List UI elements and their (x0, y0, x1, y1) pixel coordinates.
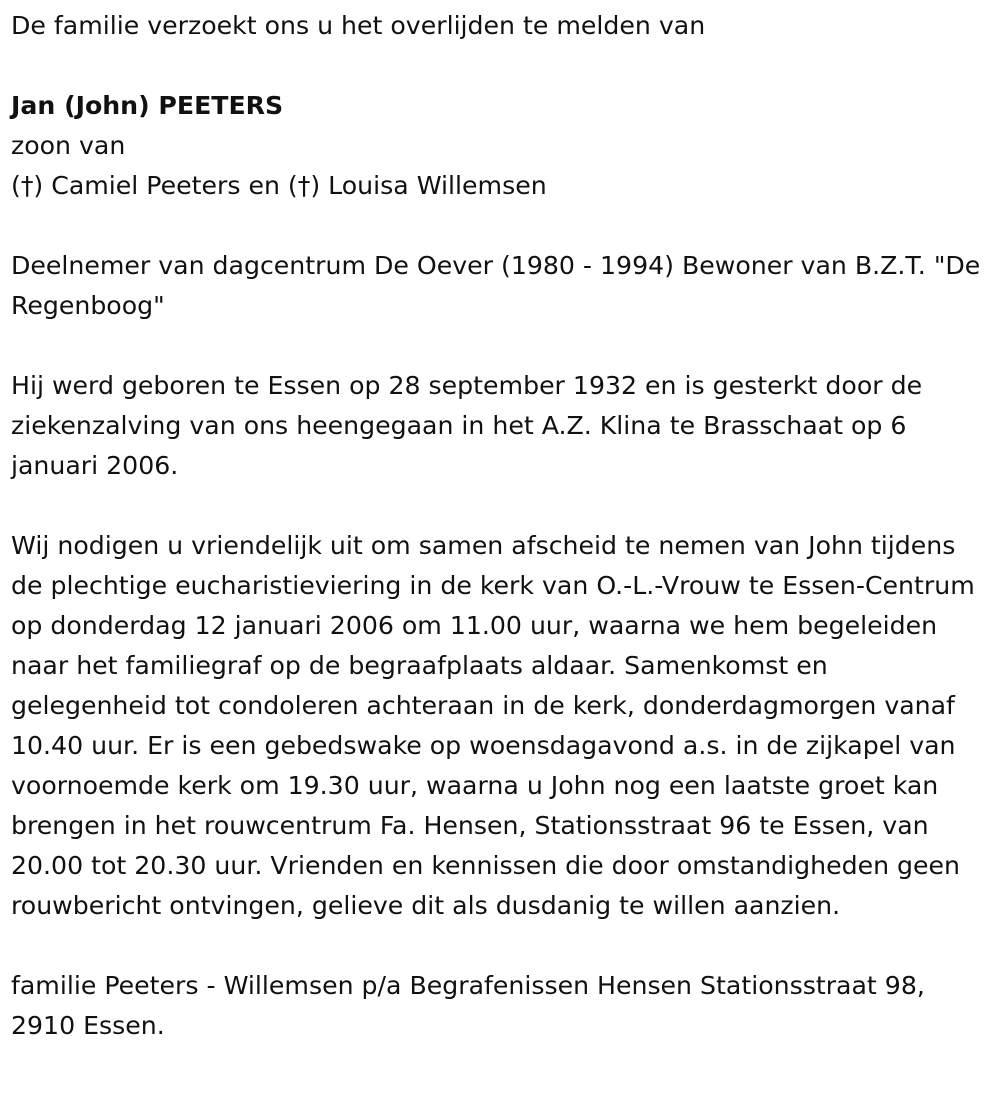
ceremony-text: Wij nodigen u vriendelijk uit om samen afscheid te nemen van John tijdens de plechtige eucharistieviering in de kerk van O.-L.-Vrouw te Essen-Centrum op donderdag 12 januari 2006 om 11.00 uur, waarna we hem begeleiden naar het familiegraf op de begraafplaats aldaar. Samenkomst en gelegenheid tot condoleren achteraan in de kerk, donderdagmorgen vanaf 10.40 uur. Er is een gebedswake op woensdagavond a.s. in de zijkapel van voornoemde kerk om 19.30 uur, waarna u John nog een laatste groet kan brengen in het rouwcentrum Fa. Hensen, Stationsstraat 96 te Essen, van 20.00 tot 20.30 uur. Vrienden en kennissen die door omstandigheden geen rouwbericht ontvingen, gelieve dit als dusdanig te willen aanzien. (11, 531, 975, 920)
deceased-name: Jan (John) PEETERS (11, 91, 284, 120)
intro-text: De familie verzoekt ons u het overlijden te melden van (11, 11, 706, 40)
obituary-notice (11, 6, 986, 1046)
birth-death-text: Hij werd geboren te Essen op 28 september 1932 en is gesterkt door de ziekenzalving van ons heengegaan in het A.Z. Klina te Brasschaat op 6 januari 2006. (11, 371, 923, 480)
son-of-label: zoon van (11, 131, 126, 160)
contact-text: familie Peeters - Willemsen p/a Begrafenissen Hensen Stationsstraat 98, 2910 Essen. (11, 971, 925, 1040)
affiliation-text: Deelnemer van dagcentrum De Oever (1980 - 1994) Bewoner van B.Z.T. "De Regenboog" (11, 251, 981, 320)
parents-text: (†) Camiel Peeters en (†) Louisa Willemsen (11, 171, 547, 200)
